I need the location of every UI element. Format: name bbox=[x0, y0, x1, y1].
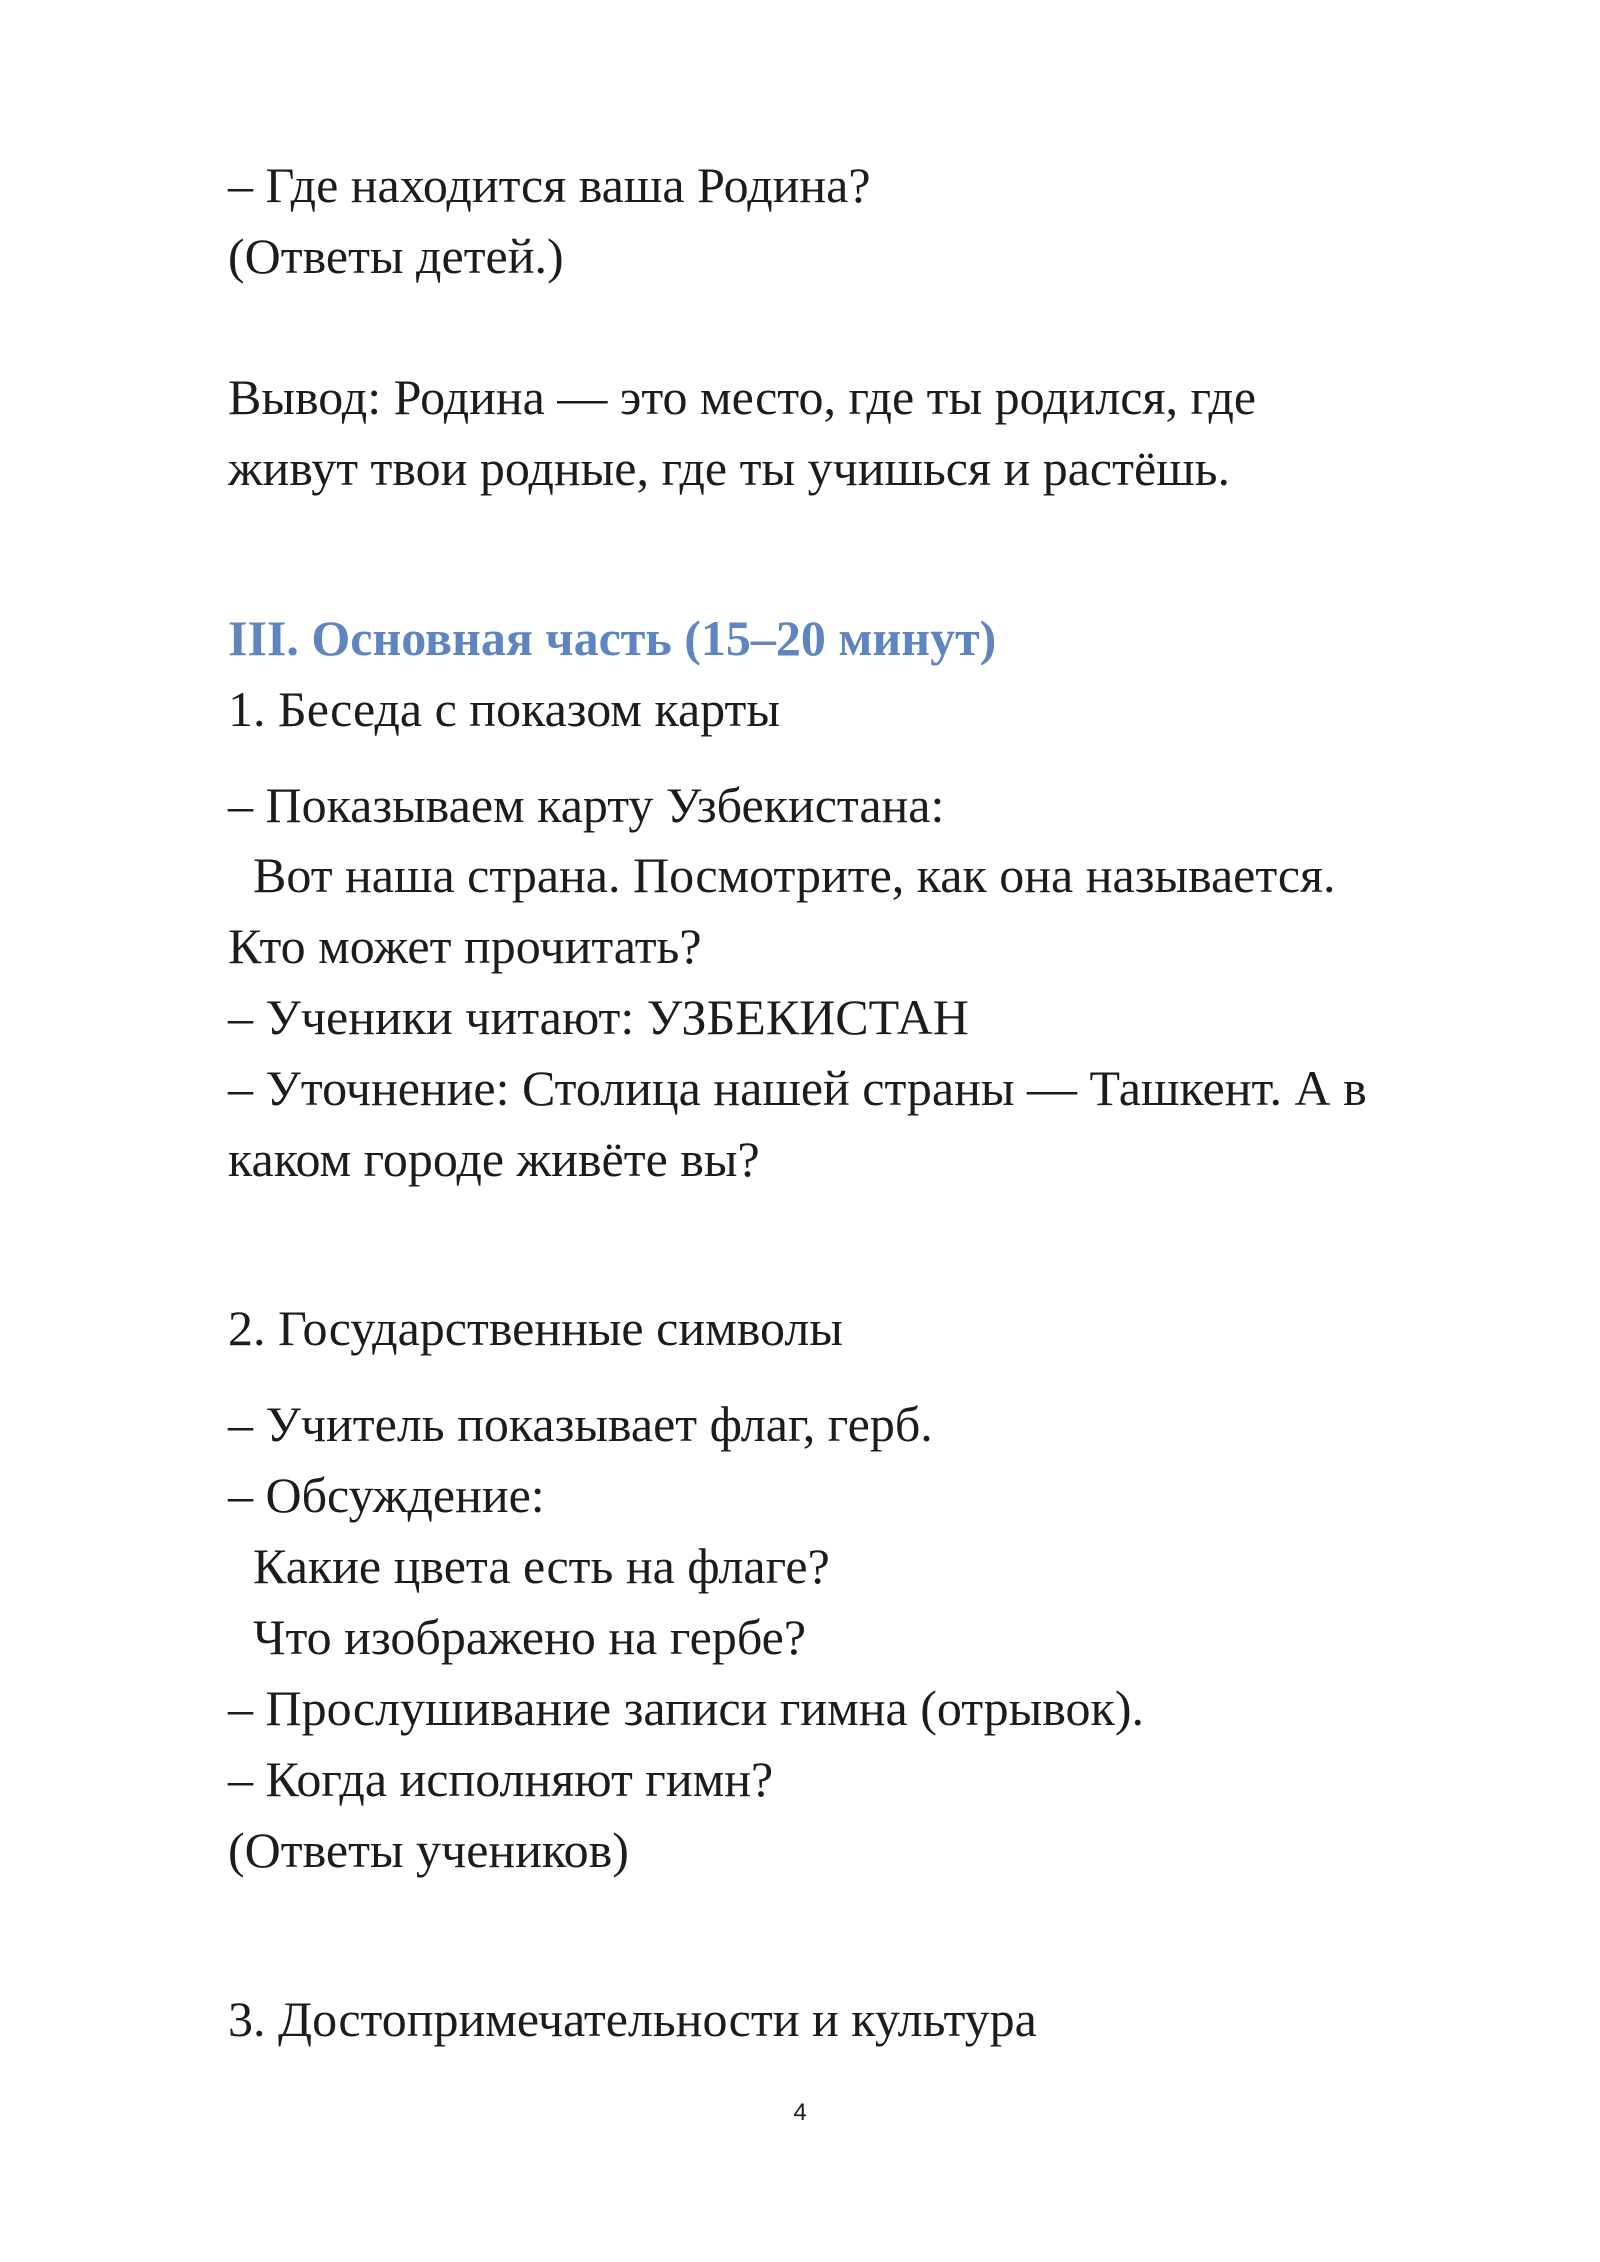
list-item: – Ученики читают: УЗБЕКИСТАН bbox=[228, 989, 969, 1045]
list-item: – Прослушивание записи гимна (отрывок). bbox=[228, 1680, 1144, 1736]
section-heading: III. Основная часть (15–20 минут) bbox=[228, 610, 997, 666]
page-number: 4 bbox=[793, 2099, 807, 2126]
subsection-title-map: 1. Беседа с показом карты bbox=[228, 681, 780, 737]
list-item: Кто может прочитать? bbox=[228, 918, 702, 974]
list-item: – Показываем карту Узбекистана: bbox=[228, 777, 945, 833]
list-item: – Уточнение: Столица нашей страны — Ташкент. А в bbox=[228, 1060, 1367, 1116]
list-item: Вот наша страна. Посмотрите, как она называется. bbox=[228, 847, 1336, 903]
answer-note: (Ответы детей.) bbox=[228, 228, 564, 284]
conclusion-line-2: живут твои родные, где ты учишься и растёшь. bbox=[228, 440, 1230, 496]
list-item: – Когда исполняют гимн? bbox=[228, 1751, 774, 1807]
subsection-title-culture: 3. Достопримечательности и культура bbox=[228, 1991, 1037, 2047]
subsection-title-symbols: 2. Государственные символы bbox=[228, 1300, 843, 1356]
list-item: Какие цвета есть на флаге? bbox=[228, 1538, 830, 1594]
list-item: каком городе живёте вы? bbox=[228, 1131, 760, 1187]
list-item: – Учитель показывает флаг, герб. bbox=[228, 1396, 933, 1452]
question-line: – Где находится ваша Родина? bbox=[228, 157, 871, 213]
list-item: – Обсуждение: bbox=[228, 1467, 545, 1523]
list-item: (Ответы учеников) bbox=[228, 1822, 629, 1878]
conclusion-line-1: Вывод: Родина — это место, где ты родился, где bbox=[228, 369, 1257, 425]
list-item: Что изображено на гербе? bbox=[228, 1609, 807, 1665]
